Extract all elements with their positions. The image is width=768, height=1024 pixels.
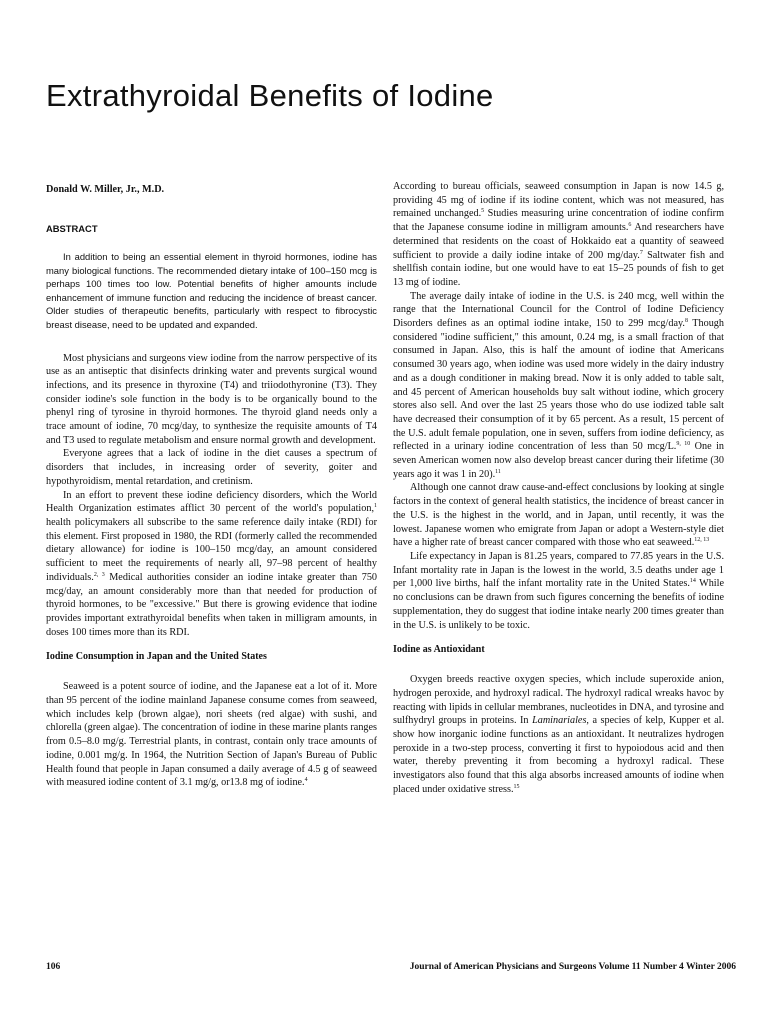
text-run: Seaweed is a potent source of iodine, and the Japanese eat a lot of it. More than 95 percent of the iodine mainland Japanese consume comes from seaweed, which includes kelp (brown algae), nori sheets (red algae) with sushi, and chlorella (green algae). The concentration of iodine in these marine plants ranges from 0.5–8.0 mg/g. Terrestrial plants, in contrast, contain only trace amounts of iodine, 0.001 mg/g. In 1964, the Nutrition Section of Japan's Bureau of Public Health found that people in Japan consumed a daily average of 4.5 g of seaweed with measured iodine content of 3.1 mg/g, or13.8 mg of iodine. — [46, 681, 377, 789]
citation-ref: 15 — [513, 783, 520, 790]
author-name: Donald W. Miller, Jr., M.D. — [46, 184, 165, 195]
abstract-heading: ABSTRACT — [46, 223, 98, 234]
text-run: In an effort to prevent these iodine deficiency disorders, which the World Health Organization estimates afflict 30 percent of the world's population, — [46, 489, 377, 515]
section1-body-right — [393, 180, 724, 632]
text-run: Although one cannot draw cause-and-effect conclusions by looking at single factors in the context of general health statistics, the incidence of breast cancer in the U.S. is the highest in the world, and in Japan, until recently, it was the lowest. Japanese women who emigrate from Japan or adopt a Western-style diet have a higher rate of breast cancer compared with those who eat seaweed. — [393, 482, 724, 549]
citation-ref: 11 — [495, 468, 501, 475]
text-run: Studies measuring urine concentration of iodine confirm that the Japanese consume iodine in milligram amounts. — [393, 208, 724, 234]
text-run: And researchers have determined that residents on the coast of Hokkaido eat a quantity of seaweed sufficient to provide a daily iodine intake of 200 mg/day. — [393, 222, 724, 261]
citation-ref: 14 — [689, 578, 696, 585]
citation-ref: 12, 13 — [694, 537, 710, 544]
section1-paragraph-1-continued — [393, 180, 724, 290]
section1-paragraph-1 — [46, 680, 377, 790]
page-footer — [46, 962, 736, 976]
text-run: According to bureau officials, seaweed consumption in Japan is now 14.5 g, providing 45 mg of iodine if its iodine content, which was not measured, has remained unchanged. — [393, 181, 724, 220]
text-run: The average daily intake of iodine in the U.S. is 240 mcg, well within the range that the International Council for the Control of Iodine Deficiency Disorders defines as an optimal iodine intake, 150 to 299 mcg/day. — [393, 290, 724, 330]
text-run: Medical authorities consider an iodine intake greater than 750 mcg/day, an amount considerably more than that needed for production of thyroid hormones, to be "excessive." But there is growing evidence that iodine provides important extrathyroidal benefits when taken in milligram amounts, in doses 100 times more than its RDI. — [46, 571, 378, 638]
intro-paragraph-2: Everyone agrees that a lack of iodine in the diet causes a spectrum of disorders that includes, in increasing order of severity, goiter and hypothyroidism, mental retardation, and cretinism. — [46, 448, 377, 487]
journal-citation: Journal of American Physicians and Surgeons Volume 11 Number 4 Winter 2006 — [409, 962, 736, 972]
section2-body — [393, 673, 724, 796]
page-number: 106 — [46, 962, 61, 972]
italic-term: Laminariales — [532, 715, 587, 727]
citation-ref: 4 — [304, 777, 308, 784]
left-column — [46, 180, 377, 790]
section1-paragraph-3 — [393, 481, 724, 550]
citation-ref: 6 — [628, 222, 632, 229]
citation-ref: 2, 3 — [93, 571, 105, 578]
text-run: While no conclusions can be drawn from such figures concerning the benefits of iodine supplementation, they do suggest that iodine intake nearly 200 times greater than in the U.S. is unlikely to be toxic. — [393, 578, 724, 631]
intro-paragraph-3 — [46, 489, 377, 640]
section1-paragraph-4 — [393, 550, 724, 632]
citation-ref: 7 — [639, 249, 643, 256]
intro-body — [46, 352, 377, 640]
abstract-body — [46, 250, 377, 332]
section2-paragraph-1 — [393, 673, 724, 796]
article-title: Extrathyroidal Benefits of Iodine — [46, 78, 494, 113]
text-run: health policymakers all subscribe to the same reference daily intake (RDI) for this element. First proposed in 1980, the RDI (formerly called the recommended dietary allowance) for iodine is 100–150 mcg/day, an amount considered sufficient to meet the requirements of nearly all, 97–98 percent of healthy individuals. — [46, 517, 377, 583]
text-run: One in seven American women now also develop breast cancer during their lifetime (30 years ago it was 1 in 20). — [393, 441, 724, 480]
citation-ref: 8 — [684, 318, 688, 325]
section-heading-iodine-consumption: Iodine Consumption in Japan and the United States — [46, 651, 267, 663]
section-heading-iodine-antioxidant: Iodine as Antioxidant — [393, 644, 485, 656]
citation-ref: 9, 10 — [676, 441, 691, 448]
text-run: Life expectancy in Japan is 81.25 years, compared to 77.85 years in the U.S. Infant mortality rate in Japan is the lowest in the world, 3.5 deaths under age 1 per 1,000 live births, half the infant mortality rate in the United States. — [393, 550, 724, 590]
text-run: Though considered "iodine sufficient," this amount, 0.24 mg, is a small fraction of that consumed in Japan. Also, this is half the amount of iodine that Americans consumed 30 years ago, when iodine was used more widely in the dairy industry and as a dough conditioner in making bread. Now it is only added to table salt, and 45 percent of American households buy salt without iodine, which grocery stores also sell. And over the last 25 years those who do use iodized table salt have decreased their consumption of it by 65 percent. As a result, 15 percent of the U.S. adult female population, one in seven, suffers from iodine deficiency, as reflected in a urinary iodine concentration of less than 50 mcg/L. — [393, 318, 724, 453]
text-run: Oxygen breeds reactive oxygen species, which include superoxide anion, hydrogen peroxide, and hydroxyl radical. The hydroxyl radical wreaks havoc by reacting with lipids in cellular membranes, nucleotides in DNA, and tyrosine and sulfhydryl groups in proteins. In — [393, 674, 724, 727]
citation-ref: 5 — [481, 208, 485, 215]
text-run: , a species of kelp, Kupper et al. show how inorganic iodine functions as an antioxidant. It neutralizes hydrogen peroxide in a two-step process, converting it first to hypoiodous acid and then water, thereby preventing it from becoming a hydroxyl radical. These investigators also found that this alga absorbs increased amounts of iodine when placed under oxidative stress. — [393, 715, 724, 795]
section1-body-left — [46, 680, 377, 790]
abstract-paragraph: In addition to being an essential element in thyroid hormones, iodine has many biological functions. The recommended dietary intake of 100–150 mcg is perhaps 100 times too low. Potential benefits of higher amounts include enhancement of immune function and reducing the incidence of breast cancer. Older studies of therapeutic benefits, particularly with respect to fibrocystic breast disease, need to be updated and expanded. — [46, 251, 377, 330]
text-run: Saltwater fish and shellfish contain iodine, but one would have to eat 15–25 pounds of fish to get 13 mg of iodine. — [393, 249, 724, 288]
section1-paragraph-2 — [393, 290, 724, 482]
intro-paragraph-1: Most physicians and surgeons view iodine from the narrow perspective of its use as an antiseptic that disinfects drinking water and prevents surgical wound infections, and its presence in thyroxine (T4) and triiodothyronine (T3). They consider iodine's sole function in the body is to be organically bound to the phenyl ring of tyrosine in thyroid hormones. The thyroid gland needs only a trace amount of iodine, 70 mcg/day, to synthesize the requisite amounts of T4 and T3 used to regulate metabolism and ensure normal growth and development. — [46, 352, 377, 446]
citation-ref: 1 — [374, 503, 377, 510]
right-column — [393, 180, 724, 797]
